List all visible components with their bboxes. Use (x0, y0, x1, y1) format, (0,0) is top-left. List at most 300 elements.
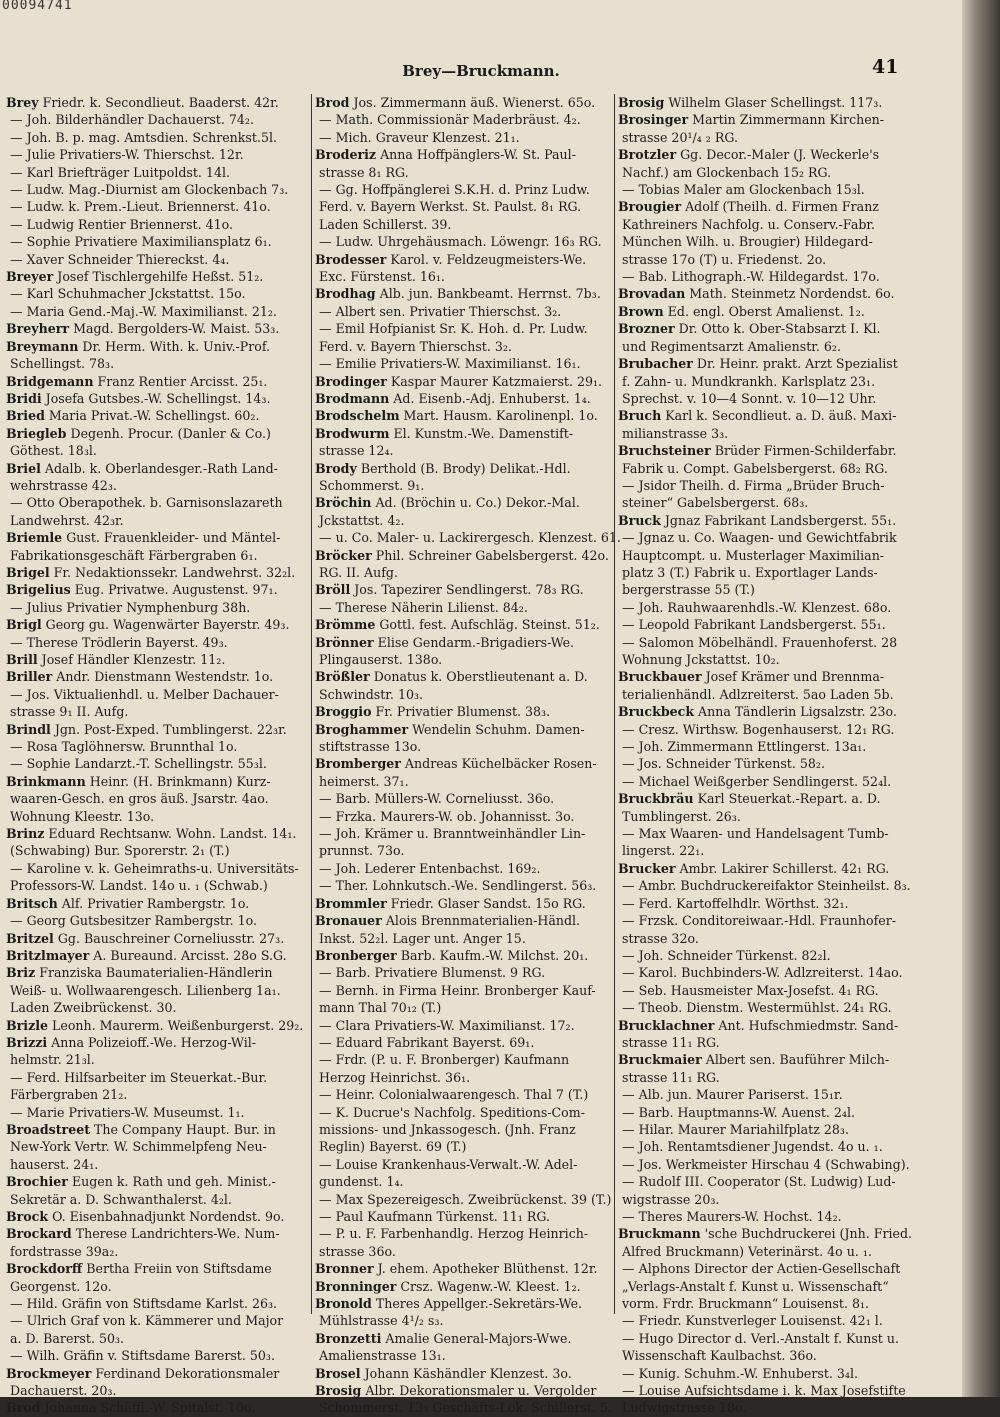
directory-entry (618, 355, 916, 372)
surname: Briemle (6, 530, 63, 546)
entry-text: — Gg. Hoffpänglerei S.K.H. d. Prinz Ludw. (319, 182, 590, 198)
directory-entry (315, 529, 621, 546)
entry-text: platz 3 (T.) Fabrik u. Exportlager Lands- (622, 564, 878, 580)
directory-entry (618, 303, 916, 320)
column-2 (315, 94, 621, 1416)
entry-text: Adalb. k. Oberlandesger.-Rath Land- (40, 460, 278, 476)
entry-text: Math. Steinmetz Nordendst. 6o. (685, 286, 895, 302)
directory-entry (618, 512, 916, 529)
directory-entry (618, 825, 916, 842)
entry-text: — Friedr. Kunstverleger Louisenst. 42₁ l. (622, 1313, 883, 1329)
surname: Brockmeyer (6, 1365, 92, 1381)
surname: Brovadan (618, 286, 686, 302)
directory-entry (315, 1278, 613, 1295)
surname: Brill (6, 652, 38, 667)
entry-text: — Ludwig Rentier Briennerst. 41o. (10, 216, 233, 232)
entry-text: fordstrasse 39a₂. (10, 1243, 119, 1259)
directory-entry (6, 407, 304, 424)
entry-text: Nachf.) am Glockenbach 15₂ RG. (622, 164, 832, 180)
directory-entry (618, 581, 916, 598)
surname: Bronold (315, 1296, 372, 1312)
directory-entry (6, 877, 304, 894)
directory-entry (315, 251, 613, 268)
entry-text: Exc. Fürstenst. 16₁. (319, 269, 445, 285)
entry-text: — Barb. Privatiere Blumenst. 9 RG. (319, 965, 546, 981)
directory-entry (315, 842, 613, 859)
directory-entry (6, 529, 304, 546)
surname: Bruck (618, 512, 661, 528)
entry-text: Georgenst. 12o. (10, 1278, 112, 1294)
directory-entry (315, 512, 613, 529)
entry-text: Wissenschaft Kaulbachst. 36o. (622, 1348, 817, 1364)
directory-entry (618, 216, 916, 233)
directory-entry (6, 425, 304, 442)
surname: Brown (618, 303, 664, 319)
entry-text: — Jsidor Theilh. d. Firma „Brüder Bruch- (622, 477, 885, 493)
entry-text: Amalienstrasse 13₁. (319, 1348, 446, 1364)
directory-entry (6, 1173, 304, 1190)
entry-text: Karl Steuerkat.-Repart. a. D. (693, 791, 881, 807)
directory-entry (6, 94, 304, 111)
entry-text: strasse 9₁ II. Aufg. (10, 704, 129, 720)
entry-text: El. Kunstm.-We. Damenstift- (389, 425, 574, 441)
entry-text: Dr. Otto k. Ober-Stabsarzt I. Kl. (674, 321, 881, 337)
entry-text: Josef Tischlergehilfe Heßst. 51₂. (53, 269, 264, 285)
directory-entry (315, 460, 613, 477)
directory-entry (6, 912, 304, 929)
directory-entry (618, 1191, 916, 1208)
directory-entry (315, 634, 613, 651)
directory-entry (6, 686, 304, 703)
entry-text: Sprechst. v. 10—4 Sonnt. v. 10—12 Uhr. (622, 390, 877, 406)
directory-entry (6, 285, 304, 302)
directory-entry (618, 268, 916, 285)
surname: Bronninger (315, 1278, 397, 1294)
entry-text: Laden Schillerst. 39. (319, 216, 452, 232)
surname: Britsch (6, 895, 58, 911)
directory-entry (618, 599, 916, 616)
directory-entry (618, 233, 916, 250)
directory-entry (315, 1138, 613, 1155)
entry-text: Franziska Baumaterialien-Händlerin (35, 965, 273, 981)
entry-text: Johann Käshändler Klenzest. 3o. (360, 1365, 572, 1381)
directory-entry (315, 407, 613, 424)
directory-entry (618, 285, 916, 302)
entry-text: Alf. Privatier Rambergstr. 1o. (57, 895, 250, 911)
directory-entry (315, 1382, 613, 1399)
surname: Brody (315, 460, 357, 476)
directory-entry (618, 808, 916, 825)
directory-entry (6, 773, 304, 790)
entry-text: Gust. Frauenkleider- und Mäntel- (62, 530, 281, 546)
directory-entry (315, 581, 613, 598)
directory-entry (6, 634, 304, 651)
surname: Brucklachner (618, 1017, 715, 1033)
entry-text: Gg. Decor.-Maler (J. Weckerle's (676, 147, 880, 163)
surname: Britzlmayer (6, 947, 90, 963)
entry-text: Fabrikationsgeschäft Färbergraben 6₁. (10, 547, 258, 563)
entry-text: Albr. Dekorationsmaler u. Vergolder (361, 1383, 597, 1399)
entry-text: Andr. Dienstmann Westendstr. 1o. (52, 669, 274, 685)
entry-text: — Ambr. Buchdruckereifaktor Steinheilst. 8₃. (622, 878, 911, 894)
surname: Bruch (618, 408, 662, 424)
entry-text: — Karoline v. k. Geheimraths-u. Universitäts- (10, 860, 299, 876)
directory-entry (315, 860, 613, 877)
page-header: Brey—Bruckmann. (402, 62, 560, 80)
directory-entry (618, 964, 916, 981)
entry-text: Wilhelm Glaser Schellingst. 117₃. (664, 95, 883, 110)
entry-text: Degenh. Procur. (Danler & Co.) (66, 425, 271, 441)
entry-text: — Hilar. Maurer Mariahilfplatz 28₃. (622, 1121, 849, 1137)
entry-text: — Cresz. Wirthsw. Bogenhauserst. 12₁ RG. (622, 721, 895, 737)
directory-entry (6, 790, 304, 807)
directory-entry (6, 1243, 304, 1260)
surname: Bronauer (315, 913, 382, 929)
entry-text: — Jos. Viktualienhdl. u. Melber Dachauer- (10, 686, 279, 702)
entry-text: — Julius Privatier Nymphenburg 38h. (10, 599, 251, 615)
directory-entry (315, 930, 613, 947)
directory-entry (315, 547, 613, 564)
surname: Bröcker (315, 547, 372, 563)
entry-text: — Rudolf III. Cooperator (St. Ludwig) Lud- (622, 1174, 896, 1190)
directory-entry (6, 947, 304, 964)
directory-entry (618, 773, 916, 790)
entry-text: Alfred Bruckmann) Veterinärst. 4o u. ₁. (622, 1243, 872, 1259)
entry-text: A. Bureaund. Arcisst. 28o S.G. (89, 947, 287, 963)
entry-text: Amalie General-Majors-Wwe. (381, 1330, 572, 1346)
surname: Brigelius (6, 582, 71, 598)
directory-entry (618, 1243, 916, 1260)
entry-text: — Karl Schuhmacher Jckstattst. 15o. (10, 286, 246, 302)
entry-text: waaren-Gesch. en gros äuß. Jsarstr. 4ao. (10, 791, 269, 807)
entry-text: Eugen k. Rath und geh. Minist.- (67, 1174, 276, 1190)
directory-entry (6, 1121, 304, 1138)
directory-entry (315, 181, 613, 198)
directory-entry (618, 790, 916, 807)
entry-text: — Wilh. Gräfin v. Stiftsdame Barerst. 50₃. (10, 1348, 275, 1364)
directory-entry (618, 1173, 916, 1190)
entry-text: Kathreiners Nachfolg. u. Conserv.-Fabr. (622, 216, 876, 232)
entry-text: hauserst. 24₁. (10, 1156, 99, 1172)
entry-text: — Salomon Möbelhändl. Frauenhoferst. 28 (622, 634, 898, 650)
entry-text: Plingauserst. 138o. (319, 652, 443, 667)
directory-entry (6, 460, 304, 477)
directory-entry (315, 721, 613, 738)
surname: Brinkmann (6, 773, 86, 789)
entry-text: wehrstrasse 42₃. (10, 477, 117, 493)
directory-entry (618, 877, 916, 894)
directory-entry (315, 303, 613, 320)
directory-entry (315, 790, 613, 807)
directory-entry (6, 268, 304, 285)
entry-text: Reglin) Bayerst. 69 (T.) (319, 1139, 467, 1155)
entry-text: — Jos. Werkmeister Hirschau 4 (Schwabing). (622, 1156, 910, 1172)
entry-text: — Michael Weißgerber Sendlingerst. 52₄l. (622, 773, 892, 789)
directory-entry (315, 564, 613, 581)
directory-entry (618, 634, 916, 651)
entry-text: — Math. Commissionär Maderbräust. 4₂. (319, 112, 581, 128)
entry-text: Mart. Hausm. Karolinenpl. 1o. (399, 408, 598, 424)
directory-entry (618, 425, 916, 442)
entry-text: — Ferd. Hilfsarbeiter im Steuerkat.-Bur. (10, 1069, 268, 1085)
entry-text: Tumblingerst. 26₃. (622, 808, 741, 824)
directory-entry (6, 355, 304, 372)
surname: Brosel (315, 1365, 361, 1381)
directory-entry (6, 164, 304, 181)
entry-text: Ferd. v. Bayern Thierschst. 3₂. (319, 338, 512, 354)
entry-text: und Regimentsarzt Amalienstr. 6₂. (622, 338, 841, 354)
directory-entry (315, 320, 613, 337)
entry-text: bergerstrasse 55 (T.) (622, 582, 755, 598)
entry-text: steiner“ Gabelsbergerst. 68₃. (622, 495, 809, 511)
entry-text: Albert sen. Bauführer Milch- (701, 1052, 890, 1068)
directory-entry (6, 616, 304, 633)
entry-text: — Joh. B. p. mag. Amtsdien. Schrenkst.5l. (10, 129, 277, 145)
directory-entry (315, 442, 613, 459)
entry-text: Karl k. Secondlieut. a. D. äuß. Maxi- (661, 408, 897, 424)
directory-entry (6, 930, 304, 947)
surname: Brößler (315, 669, 370, 685)
directory-entry (618, 198, 916, 215)
surname: Breyherr (6, 321, 70, 337)
surname: Bronberger (315, 947, 397, 963)
directory-entry (315, 1365, 613, 1382)
directory-entry (6, 982, 304, 999)
directory-entry (6, 1382, 304, 1399)
entry-text: — Karl Briefträger Luitpoldst. 14l. (10, 164, 230, 180)
directory-entry (6, 1138, 304, 1155)
entry-text: Alb. jun. Bankbeamt. Herrnst. 7b₃. (375, 286, 601, 302)
directory-entry (6, 999, 304, 1016)
entry-text: Jckstattst. 4₂. (319, 512, 405, 528)
entry-text: Ad. Eisenb.-Adj. Enhuberst. 1₄. (389, 390, 591, 406)
entry-text: — Therese Näherin Lilienst. 84₂. (319, 599, 528, 615)
surname: Bruchsteiner (618, 443, 711, 459)
directory-entry (6, 581, 304, 598)
directory-entry (315, 738, 613, 755)
entry-text: Professors-W. Landst. 14o u. ₁ (Schwab.) (10, 878, 268, 894)
surname: Brodesser (315, 251, 387, 267)
directory-entry (6, 146, 304, 163)
surname: Bruckmaier (618, 1052, 702, 1068)
entry-text: Barb. Kaufm.-W. Milchst. 20₁. (396, 947, 589, 963)
entry-text: Wohnung Jckstattst. 10₂. (622, 652, 780, 667)
entry-text: The Company Haupt. Bur. in (90, 1121, 276, 1137)
entry-text: — Joh. Bilderhändler Dachauerst. 74₂. (10, 112, 254, 128)
entry-text: — Clara Privatiers-W. Maximilianst. 17₂. (319, 1017, 575, 1033)
directory-entry (618, 1295, 916, 1312)
directory-entry (315, 1121, 613, 1138)
directory-entry (315, 111, 613, 128)
directory-entry (315, 425, 613, 442)
directory-entry (6, 216, 304, 233)
directory-entry (618, 146, 916, 163)
directory-entry (315, 825, 613, 842)
directory-entry (618, 651, 916, 668)
directory-entry (315, 1208, 613, 1225)
entry-text: Ed. engl. Oberst Amalienst. 1₂. (663, 303, 865, 319)
entry-text: gundenst. 1₄. (319, 1174, 404, 1190)
entry-text: — Ther. Lohnkutsch.-We. Sendlingerst. 56₃. (319, 878, 597, 894)
entry-text: Herzog Heinrichst. 36₁. (319, 1069, 471, 1085)
entry-text: strasse 12₄. (319, 443, 394, 459)
entry-text: Dr. Heinr. prakt. Arzt Spezialist (692, 356, 898, 372)
entry-text: Heinr. (H. Brinkmann) Kurz- (85, 773, 271, 789)
entry-text: (Schwabing) Bur. Sporerstr. 2₁ (T.) (10, 843, 230, 859)
entry-text: — Georg Gutsbesitzer Rambergstr. 1o. (10, 913, 258, 929)
directory-entry (315, 877, 613, 894)
directory-entry (315, 216, 613, 233)
directory-entry (315, 355, 613, 372)
entry-text: Josef Krämer und Brennma- (701, 669, 885, 685)
directory-entry (618, 529, 916, 546)
surname: Briller (6, 669, 53, 685)
directory-entry (6, 181, 304, 198)
surname: Breymann (6, 338, 79, 354)
directory-entry (315, 285, 613, 302)
directory-entry (6, 320, 304, 337)
entry-text: Donatus k. Oberstlieutenant a. D. (369, 669, 588, 685)
directory-entry (618, 1138, 916, 1155)
entry-text: mann Thal 70₁₂ (T.) (319, 1000, 442, 1016)
directory-entry (6, 338, 304, 355)
directory-entry (618, 477, 916, 494)
surname: Broggio (315, 704, 372, 720)
surname: Brodwurm (315, 425, 390, 441)
directory-entry (315, 1034, 613, 1051)
directory-entry (315, 268, 613, 285)
directory-entry (618, 373, 916, 390)
entry-text: Alois Brennmaterialien-Händl. (381, 913, 581, 929)
directory-entry (618, 94, 916, 111)
directory-entry (315, 668, 613, 685)
entry-text: strasse 20¹/₄ ₂ RG. (622, 129, 738, 145)
entry-text: — Barb. Hauptmanns-W. Auenst. 2₄l. (622, 1104, 856, 1120)
directory-entry (618, 1225, 916, 1242)
directory-entry (618, 338, 916, 355)
directory-entry (315, 1069, 613, 1086)
entry-text: Josef Händler Klenzestr. 11₂. (37, 652, 226, 667)
surname: Brigel (6, 564, 50, 580)
entry-text: — Sophie Privatiere Maximiliansplatz 6₁. (10, 234, 272, 250)
directory-entry (6, 1312, 304, 1329)
entry-text: Friedr. Glaser Sandst. 15o RG. (386, 895, 586, 911)
entry-text: Phil. Schreiner Gabelsbergerst. 42o. (371, 547, 609, 563)
entry-text: — Sophie Landarzt.-T. Schellingstr. 55₃l. (10, 756, 267, 772)
entry-text: — Louise Aufsichtsdame i. k. Max Josefstifte (622, 1383, 906, 1399)
directory-entry (6, 1034, 304, 1051)
entry-text: — Jos. Schneider Türkenst. 58₂. (622, 756, 825, 772)
directory-entry (618, 738, 916, 755)
entry-text: Ant. Hufschmiedmstr. Sand- (714, 1017, 899, 1033)
surname: Brockard (6, 1226, 72, 1242)
entry-text: — Joh. Krämer u. Branntweinhändler Lin- (319, 826, 586, 842)
entry-text: Ferdinand Dekorationsmaler (91, 1365, 280, 1381)
directory-entry (6, 1017, 304, 1034)
directory-entry (618, 947, 916, 964)
directory-entry (315, 1260, 613, 1277)
directory-entry (315, 895, 613, 912)
surname: Brigl (6, 617, 42, 633)
entry-text: — Leopold Fabrikant Landsbergerst. 55₁. (622, 617, 886, 633)
entry-text: — Paul Kaufmann Türkenst. 11₁ RG. (319, 1209, 550, 1224)
directory-entry (315, 1399, 613, 1416)
directory-entry (618, 164, 916, 181)
directory-entry (618, 111, 916, 128)
directory-entry (315, 164, 613, 181)
entry-text: 'sche Buchdruckerei (Jnh. Fried. (700, 1226, 913, 1242)
directory-entry (618, 999, 916, 1016)
entry-text: — Otto Oberapothek. b. Garnisonslazareth (10, 495, 283, 511)
directory-entry (6, 373, 304, 390)
directory-entry (6, 738, 304, 755)
directory-entry (618, 407, 916, 424)
surname: Brochier (6, 1174, 68, 1190)
surname: Bröchin (315, 495, 372, 511)
entry-text: Jgn. Post-Exped. Tumblingerst. 22₃r. (50, 721, 287, 737)
surname: Bridgemann (6, 373, 94, 389)
entry-text: Franz Rentier Arcisst. 25₁. (93, 373, 268, 389)
surname: Bromberger (315, 756, 401, 772)
entry-text: — Tobias Maler am Glockenbach 15₃l. (622, 182, 865, 198)
entry-text: missions- und Jnkassogesch. (Jnh. Franz (319, 1121, 576, 1137)
entry-text: Schommerst. 13₃ Geschäfts-Lok. Schillerst. 5. (319, 1400, 612, 1416)
entry-text: prunnst. 73o. (319, 843, 405, 859)
surname: Brubacher (618, 356, 693, 372)
directory-entry (315, 1017, 613, 1034)
entry-text: Theres Appellger.-Sekretärs-We. (371, 1296, 583, 1312)
entry-text: strasse 8₁ RG. (319, 164, 409, 180)
entry-text: a. D. Barerst. 50₃. (10, 1330, 125, 1346)
column-3 (618, 94, 916, 1416)
entry-text: Inkst. 52₂l. Lager unt. Anger 15. (319, 930, 526, 946)
directory-entry (315, 1330, 613, 1347)
directory-entry (315, 703, 613, 720)
column-1 (6, 94, 304, 1416)
column-divider (614, 94, 615, 1314)
entry-text: Färbergraben 21₂. (10, 1087, 128, 1103)
entry-text: Jos. Zimmermann äuß. Wienerst. 65o. (349, 95, 596, 110)
directory-entry (6, 1295, 304, 1312)
surname: Bruckbeck (618, 704, 695, 720)
directory-entry (618, 1208, 916, 1225)
directory-entry (618, 181, 916, 198)
directory-entry (315, 686, 613, 703)
entry-text: — Ulrich Graf von k. Kämmerer und Major (10, 1313, 284, 1329)
surname: Brotzler (618, 147, 677, 163)
surname: Bröll (315, 582, 351, 598)
directory-entry (618, 668, 916, 685)
directory-entry (315, 808, 613, 825)
entry-text: — Joh. Zimmermann Ettlingerst. 13a₁. (622, 739, 867, 755)
entry-text: Ludwigstrasse 18o. (622, 1400, 747, 1416)
entry-text: terialienhändl. Adlzreiterst. 5ao Laden 5b. (622, 686, 894, 702)
directory-entry (315, 773, 613, 790)
entry-text: — Jgnaz u. Co. Waagen- und Gewichtfabrik (622, 530, 897, 546)
entry-text: — Joh. Lederer Entenbachst. 169₂. (319, 860, 541, 876)
directory-entry (6, 1069, 304, 1086)
entry-text: Jgnaz Fabrikant Landsbergerst. 55₁. (660, 512, 897, 528)
entry-text: — Mich. Graveur Klenzest. 21₁. (319, 129, 520, 145)
entry-text: — Theres Maurers-W. Hochst. 14₂. (622, 1209, 842, 1224)
directory-entry (315, 1051, 613, 1068)
directory-entry (315, 1243, 613, 1260)
surname: Bruckmann (618, 1226, 701, 1242)
entry-text: Friedr. k. Secondlieut. Baaderst. 42r. (38, 95, 279, 110)
directory-entry (315, 999, 613, 1016)
entry-text: Anna Hoffpänglers-W. St. Paul- (376, 147, 576, 163)
entry-text: Adolf (Theilh. d. Firmen Franz (681, 199, 879, 215)
